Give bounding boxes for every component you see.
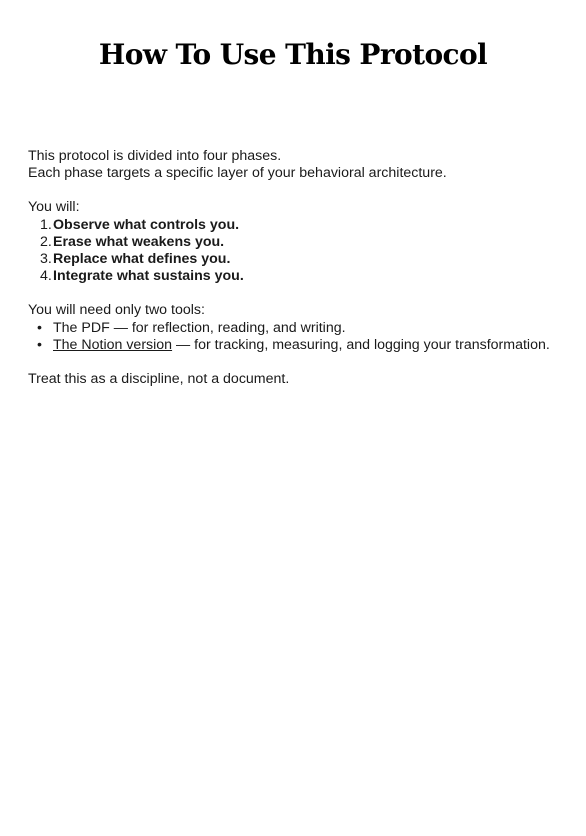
step-text: Integrate what sustains you. — [53, 268, 244, 285]
tool-text: — for tracking, measuring, and logging your transformation. — [172, 336, 550, 353]
list-item — [28, 234, 558, 251]
list-item — [28, 337, 558, 354]
spacer — [28, 354, 558, 371]
page-title: How To Use This Protocol — [98, 38, 488, 71]
closing-line: Treat this as a discipline, not a document. — [28, 371, 290, 388]
tools-heading: You will need only two tools: — [28, 302, 205, 319]
step-text: Erase what weakens you. — [53, 233, 225, 250]
list-item — [28, 217, 558, 234]
document-body — [28, 148, 558, 388]
bullet-icon: • — [37, 336, 42, 353]
intro-line-1: This protocol is divided into four phases. — [28, 148, 282, 164]
steps-list — [28, 217, 558, 286]
bullet-icon: • — [37, 319, 42, 336]
list-item — [28, 268, 558, 285]
list-item — [28, 320, 558, 337]
notion-version-link[interactable]: The Notion version — [53, 336, 173, 353]
tool-text: The PDF — for reflection, reading, and writing. — [53, 319, 346, 336]
tools-list — [28, 320, 558, 354]
step-text: Observe what controls you. — [53, 216, 240, 233]
step-number: 2. — [40, 233, 52, 250]
spacer — [28, 182, 558, 199]
step-number: 4. — [40, 268, 52, 285]
list-item — [28, 251, 558, 268]
step-number: 3. — [40, 251, 52, 268]
step-text: Replace what defines you. — [53, 251, 231, 268]
spacer — [28, 285, 558, 302]
step-number: 1. — [40, 216, 52, 233]
steps-heading: You will: — [28, 199, 80, 216]
intro-line-2: Each phase targets a specific layer of your behavioral architecture. — [28, 165, 447, 182]
